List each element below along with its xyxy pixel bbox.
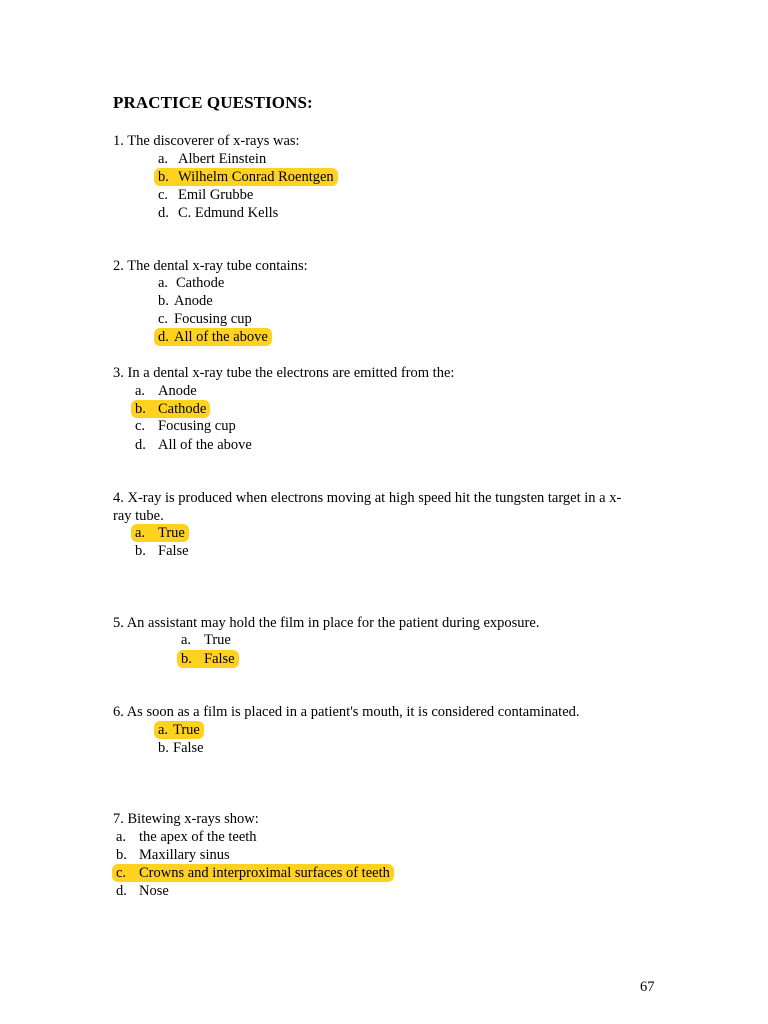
question-6-option-a: a. True xyxy=(154,721,204,739)
question-6-option-b: b. False xyxy=(158,740,204,756)
question-1-text: 1. The discoverer of x-rays was: xyxy=(113,133,300,149)
question-2-option-d: d. All of the above xyxy=(154,328,272,346)
question-7-option-d: d. Nose xyxy=(116,883,169,899)
question-2-text: 2. The dental x-ray tube contains: xyxy=(113,258,308,274)
question-3-text: 3. In a dental x-ray tube the electrons are emitted from the: xyxy=(113,365,455,381)
question-1-option-d: d. C. Edmund Kells xyxy=(158,205,279,221)
question-1-option-a: a. Albert Einstein xyxy=(158,151,267,167)
question-4-text-line-2: ray tube. xyxy=(113,508,164,524)
question-2-option-a: a. Cathode xyxy=(158,275,225,291)
question-1-option-b: b. Wilhelm Conrad Roentgen xyxy=(154,168,338,186)
question-3-option-b: b. Cathode xyxy=(131,400,210,418)
question-7-option-b: b. Maxillary sinus xyxy=(116,847,230,863)
question-5-option-b: b. False xyxy=(177,650,239,668)
question-7-text: 7. Bitewing x-rays show: xyxy=(113,811,259,827)
question-3-option-d: d. All of the above xyxy=(135,437,252,453)
question-4-option-a: a. True xyxy=(131,524,189,542)
question-4-option-b: b. False xyxy=(135,543,189,559)
page-number: 67 xyxy=(640,979,655,995)
question-1-option-c: c. Emil Grubbe xyxy=(158,187,254,203)
question-2-option-c: c. Focusing cup xyxy=(158,311,252,327)
question-7-option-a: a. the apex of the teeth xyxy=(116,829,257,845)
question-3-option-a: a. Anode xyxy=(135,383,197,399)
question-7-option-c: c. Crowns and interproximal surfaces of teeth xyxy=(112,864,394,882)
question-4-text-line-1: 4. X-ray is produced when electrons moving at high speed hit the tungsten target in a x- xyxy=(113,490,622,506)
question-5-text: 5. An assistant may hold the film in place for the patient during exposure. xyxy=(113,615,540,631)
question-6-text: 6. As soon as a film is placed in a patient's mouth, it is considered contaminated. xyxy=(113,704,580,720)
question-2-option-b: b. Anode xyxy=(158,293,213,309)
page-title: PRACTICE QUESTIONS: xyxy=(113,93,313,112)
question-3-option-c: c. Focusing cup xyxy=(135,418,236,434)
question-5-option-a: a. True xyxy=(181,632,231,648)
